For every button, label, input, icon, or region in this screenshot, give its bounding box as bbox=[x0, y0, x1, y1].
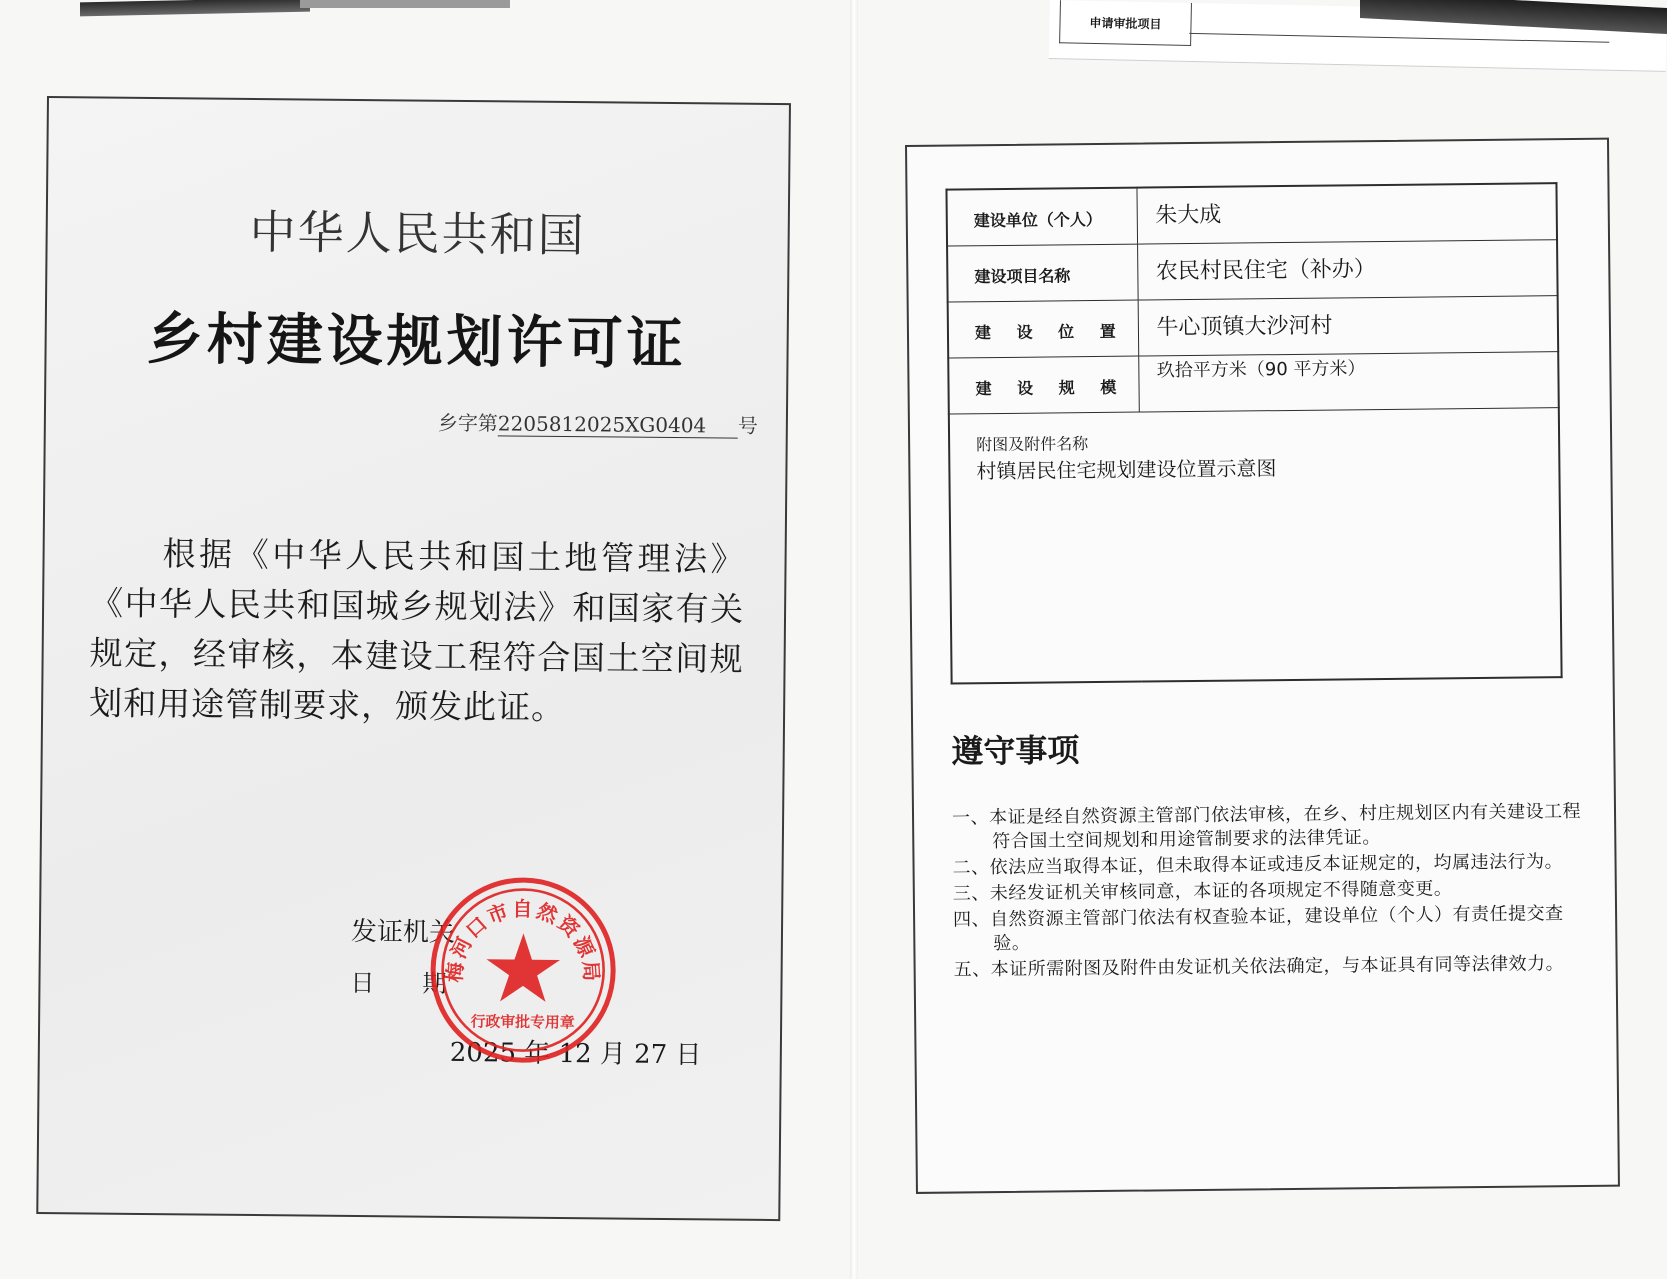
certificate-cover-page bbox=[36, 96, 791, 1221]
rules-list bbox=[952, 800, 1586, 985]
value-scale: 玖拾平方米（90 平方米） bbox=[1138, 351, 1559, 411]
seal-star-icon bbox=[486, 933, 560, 1002]
table-row bbox=[947, 239, 1558, 301]
issue-date: 2025 年 12 月 27 日 bbox=[449, 1037, 702, 1071]
table-row bbox=[949, 407, 1562, 683]
list-item: 三、未经发证机关审核同意，本证的各项规定不得随意变更。 bbox=[952, 878, 1453, 905]
seal-inner-text: 行政审批专用章 bbox=[470, 1012, 575, 1032]
paper-edge-left bbox=[80, 0, 310, 16]
rules-title: 遵守事项 bbox=[951, 731, 1080, 771]
country-heading: 中华人民共和国 bbox=[249, 204, 586, 263]
certificate-body-text: 根据《中华人民共和国土地管理法》《中华人民共和国城乡规划法》和国家有关规定，经审核，本建设工程符合国土空间规划和用途管制要求，颁发此证。 bbox=[88, 534, 745, 728]
official-seal-graphic bbox=[435, 882, 612, 1059]
serial-number-line bbox=[438, 407, 758, 439]
serial-number: 2205812025XG0404 bbox=[498, 411, 738, 438]
label-applicant: 建设单位（个人） bbox=[946, 188, 1137, 246]
value-project-name: 农民村民住宅（补办） bbox=[1137, 239, 1558, 299]
list-item: 二、依法应当取得本证，但未取得本证或违反本证规定的，均属违法行为。 bbox=[952, 851, 1564, 879]
attachment-label: 附图及附件名称 bbox=[976, 433, 1089, 454]
top-strip-cell: 申请审批项目 bbox=[1059, 0, 1192, 46]
project-info-table bbox=[945, 182, 1562, 684]
serial-prefix: 乡字第 bbox=[437, 410, 498, 436]
list-item: 五、本证所需附图及附件由发证机关依法确定，与本证具有同等法律效力。 bbox=[953, 953, 1565, 981]
table-row bbox=[948, 351, 1559, 413]
list-item: 四、自然资源主管部门依法有权查验本证，建设单位（个人）有责任提交查验。 bbox=[953, 903, 1564, 955]
label-project-name: 建设项目名称 bbox=[947, 244, 1138, 302]
certificate-detail-page bbox=[905, 138, 1620, 1194]
value-location: 牛心顶镇大沙河村 bbox=[1138, 295, 1559, 355]
issuer-label: 发证机关 bbox=[350, 916, 456, 948]
certificate-title: 乡村建设规划许可证 bbox=[146, 306, 687, 378]
paper-edge-mid bbox=[300, 0, 510, 8]
table-row bbox=[948, 295, 1559, 357]
value-applicant: 朱大成 bbox=[1136, 183, 1557, 243]
table-row bbox=[946, 183, 1557, 245]
official-seal bbox=[430, 877, 617, 1064]
seal-outer-text: 梅河口市自然资源局 bbox=[442, 896, 604, 985]
date-label: 日 期 bbox=[350, 968, 447, 998]
attachment-cell bbox=[949, 407, 1562, 683]
list-item: 一、本证是经自然资源主管部门依法审核，在乡、村庄规划区内有关建设工程符合国土空间规划和用途管制要求的法律凭证。 bbox=[951, 800, 1582, 853]
serial-suffix: 号 bbox=[737, 413, 758, 438]
attachment-value: 村镇居民住宅规划建设位置示意图 bbox=[976, 455, 1277, 483]
label-scale: 建 设 规 模 bbox=[948, 356, 1139, 414]
label-location: 建 设 位 置 bbox=[948, 300, 1139, 358]
book-spine bbox=[850, 0, 858, 1279]
top-strip-line bbox=[1189, 33, 1609, 43]
